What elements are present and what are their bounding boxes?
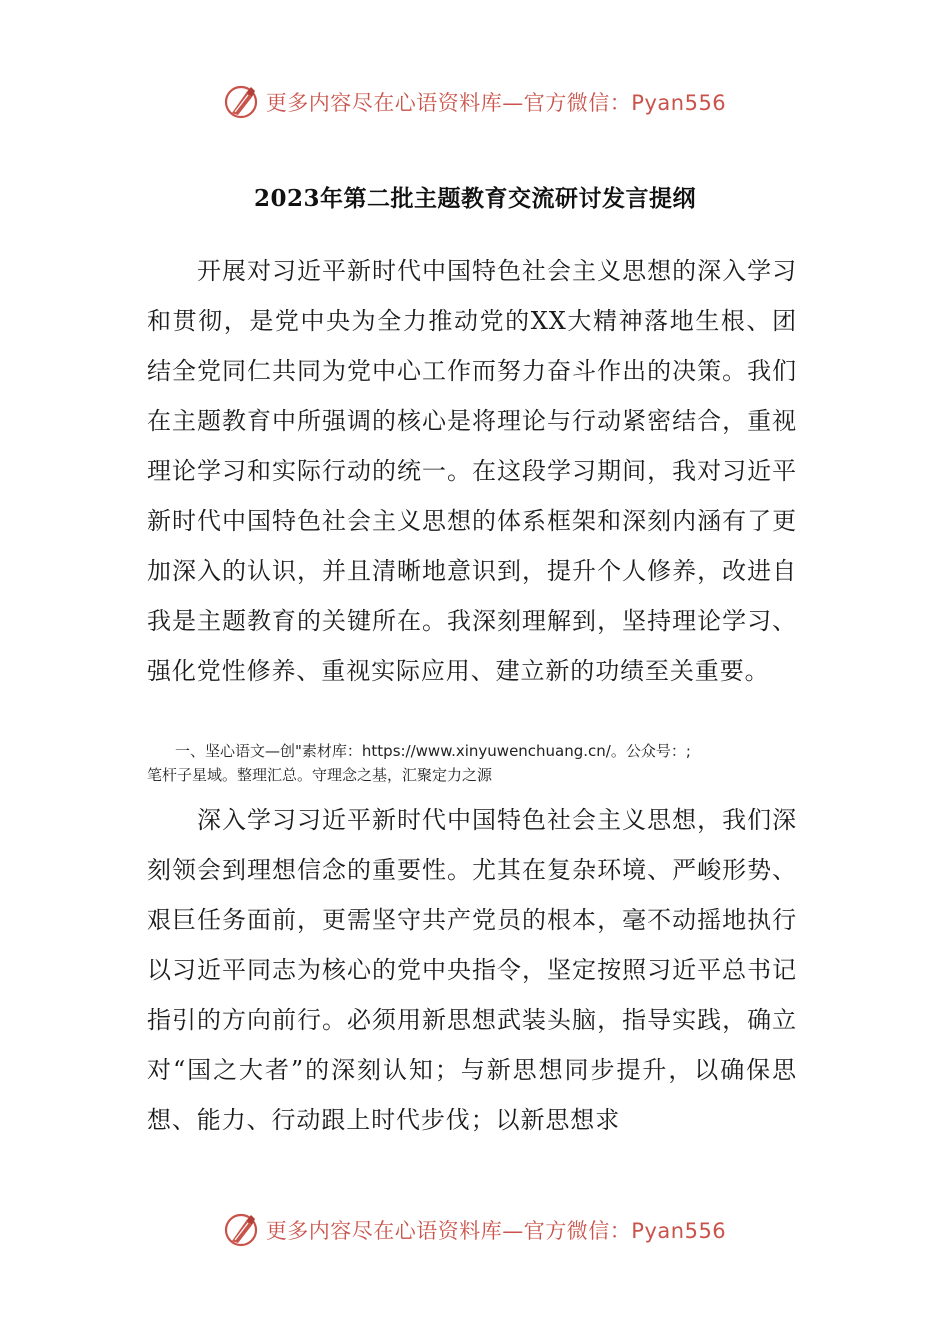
document-title: 2023年第二批主题教育交流研讨发言提纲 — [253, 185, 696, 212]
section-note-line-1: 一、坚心语文—创"素材库：https://www.xinyuwenchuang.cn/。公众号：; — [175, 742, 691, 760]
section-heading-note — [147, 739, 837, 787]
watermark-text: 更多内容尽在心语资料库—官方微信：Pyan556 — [265, 91, 727, 115]
watermark-text: 更多内容尽在心语资料库—官方微信：Pyan556 — [265, 1219, 727, 1243]
body-paragraph-2: 深入学习习近平新时代中国特色社会主义思想，我们深刻领会到理想信念的重要性。尤其在复杂环境、严峻形势、艰巨任务面前，更需坚守共产党员的根本，毫不动摇地执行以习近平同志为核心的党中央指令，坚定按照习近平总书记指引的方向前行。必须用新思想武装头脑，指导实践，确立对“国之大者”的深刻认知；与新思想同步提升，以确保思想、能力、行动跟上时代步伐；以新思想求 — [147, 806, 797, 1134]
footer-watermark — [0, 1208, 950, 1252]
pen-nib-logo-icon — [224, 1212, 260, 1248]
section-note-line-2: 笔杆子星域。整理汇总。守理念之基，汇聚定力之源 — [147, 766, 493, 784]
header-watermark — [0, 80, 950, 124]
body-paragraph-1: 开展对习近平新时代中国特色社会主义思想的深入学习和贯彻，是党中央为全力推动党的XX大精神落地生根、团结全党同仁共同为党中心工作而努力奋斗作出的决策。我们在主题教育中所强调的核心是将理论与行动紧密结合，重视理论学习和实际行动的统一。在这段学习期间，我对习近平新时代中国特色社会主义思想的体系框架和深刻内涵有了更加深入的认识，并且清晰地意识到，提升个人修养，改进自我是主题教育的关键所在。我深刻理解到，坚持理论学习、强化党性修养、重视实际应用、建立新的功绩至关重要。 — [147, 257, 797, 685]
pen-nib-logo-icon — [224, 84, 260, 120]
